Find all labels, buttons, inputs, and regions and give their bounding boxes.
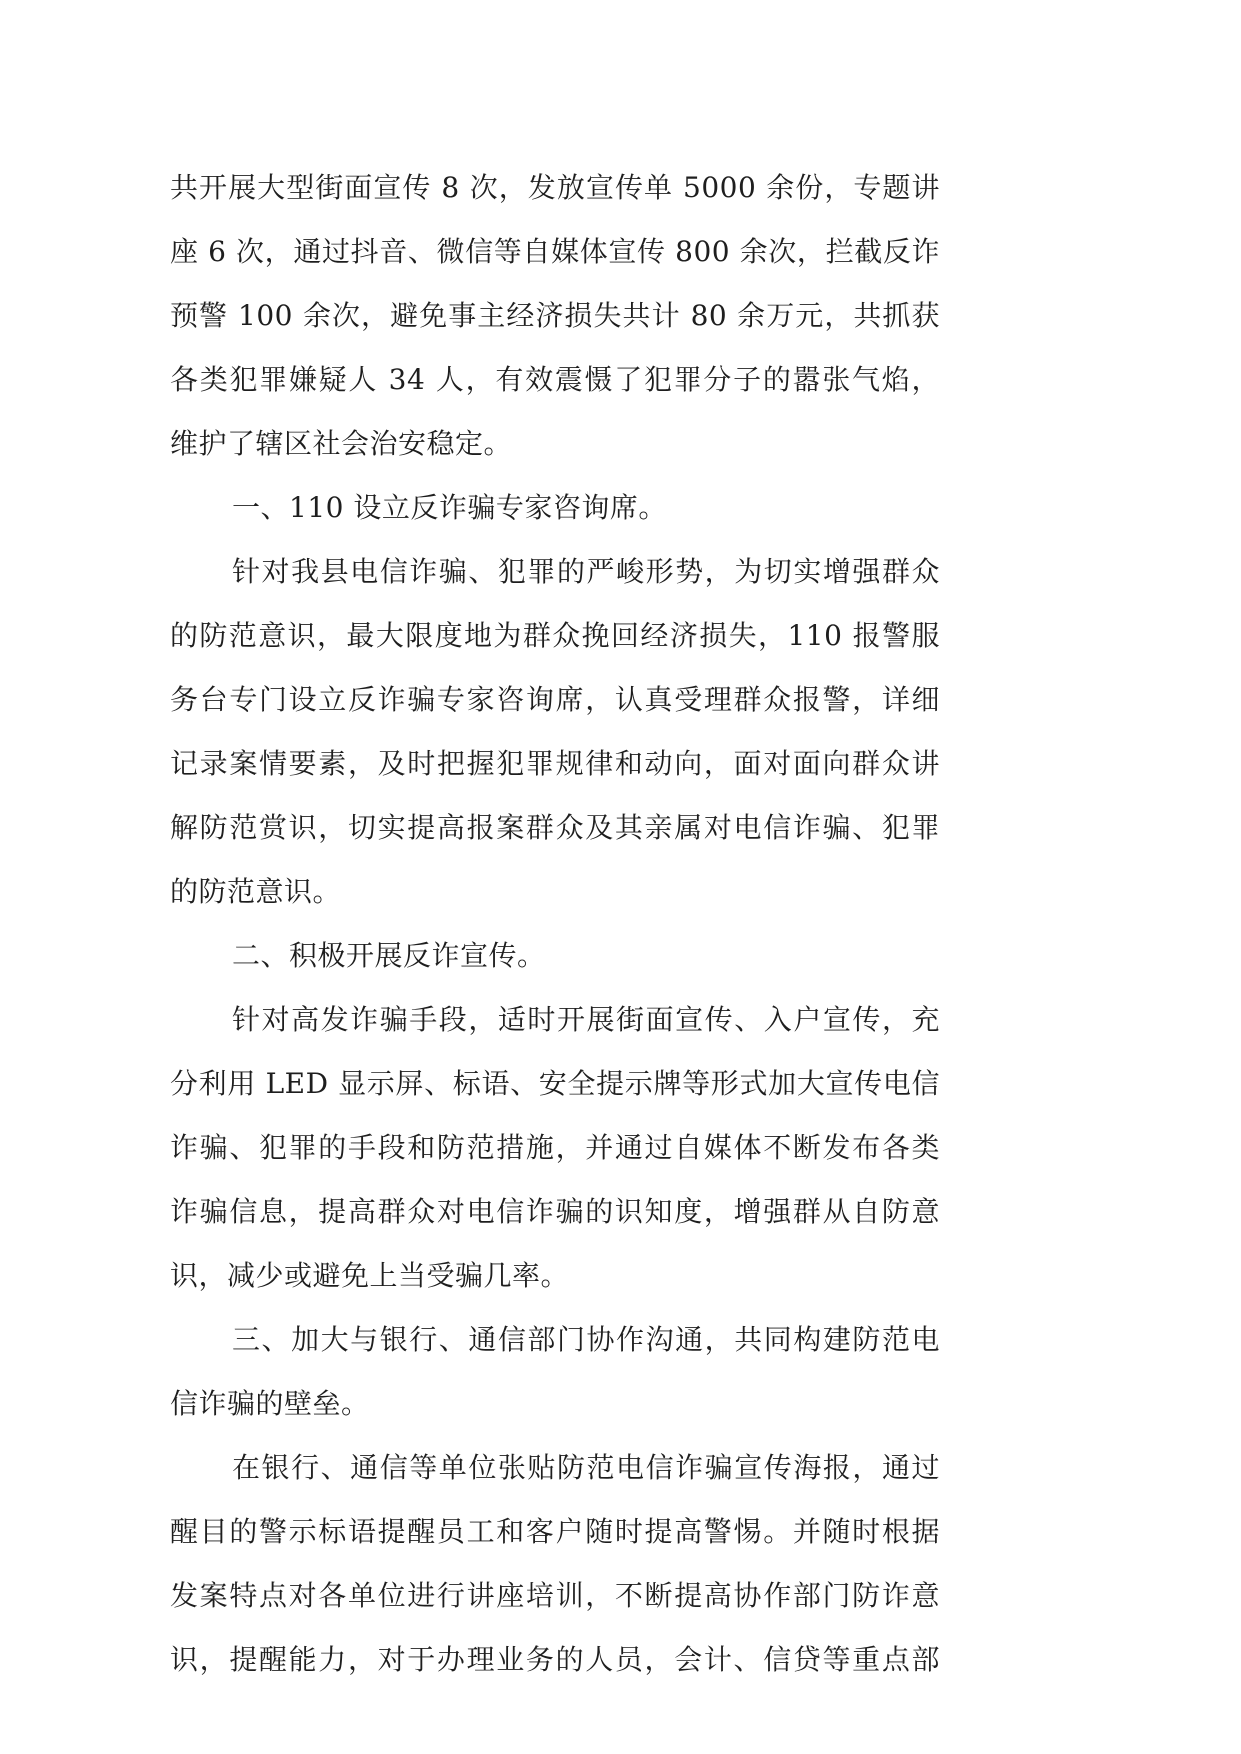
text-line: 分利用 LED 显示屏、标语、安全提示牌等形式加大宣传电信 [170, 1067, 940, 1100]
text-line: 发案特点对各单位进行讲座培训，不断提高协作部门防诈意 [170, 1579, 940, 1612]
text-line: 座 6 次，通过抖音、微信等自媒体宣传 800 余次，拦截反诈 [170, 235, 940, 268]
text-line: 诈骗信息，提高群众对电信诈骗的识知度，增强群从自防意 [170, 1195, 940, 1228]
section-heading-3-cont: 信诈骗的壁垒。 [170, 1387, 370, 1420]
text-line: 的防范意识，最大限度地为群众挽回经济损失，110 报警服 [170, 619, 940, 652]
section-heading-2: 二、积极开展反诈宣传。 [232, 939, 546, 972]
text-line: 预警 100 余次，避免事主经济损失共计 80 余万元，共抓获 [170, 299, 940, 332]
text-line: 解防范赏识，切实提高报案群众及其亲属对电信诈骗、犯罪 [170, 811, 940, 844]
section-heading-1: 一、110 设立反诈骗专家咨询席。 [232, 491, 667, 524]
section-heading-3: 三、加大与银行、通信部门协作沟通，共同构建防范电 [232, 1323, 940, 1356]
text-line: 在银行、通信等单位张贴防范电信诈骗宣传海报，通过 [232, 1451, 940, 1484]
text-line: 记录案情要素，及时把握犯罪规律和动向，面对面向群众讲 [170, 747, 940, 780]
text-line: 针对高发诈骗手段，适时开展街面宣传、入户宣传，充 [232, 1003, 940, 1036]
text-line: 诈骗、犯罪的手段和防范措施，并通过自媒体不断发布各类 [170, 1131, 940, 1164]
body-text [170, 156, 940, 1692]
text-line: 针对我县电信诈骗、犯罪的严峻形势，为切实增强群众 [232, 555, 940, 588]
text-line: 维护了辖区社会治安稳定。 [170, 427, 513, 460]
text-line: 共开展大型街面宣传 8 次，发放宣传单 5000 余份，专题讲 [170, 171, 940, 204]
text-line: 的防范意识。 [170, 875, 342, 908]
text-line: 识，减少或避免上当受骗几率。 [170, 1259, 570, 1292]
text-line: 醒目的警示标语提醒员工和客户随时提高警惕。并随时根据 [170, 1515, 940, 1548]
text-line: 务台专门设立反诈骗专家咨询席，认真受理群众报警，详细 [170, 683, 940, 716]
text-line: 各类犯罪嫌疑人 34 人，有效震慑了犯罪分子的嚣张气焰， [170, 363, 940, 396]
text-line: 识，提醒能力，对于办理业务的人员，会计、信贷等重点部 [170, 1643, 940, 1676]
